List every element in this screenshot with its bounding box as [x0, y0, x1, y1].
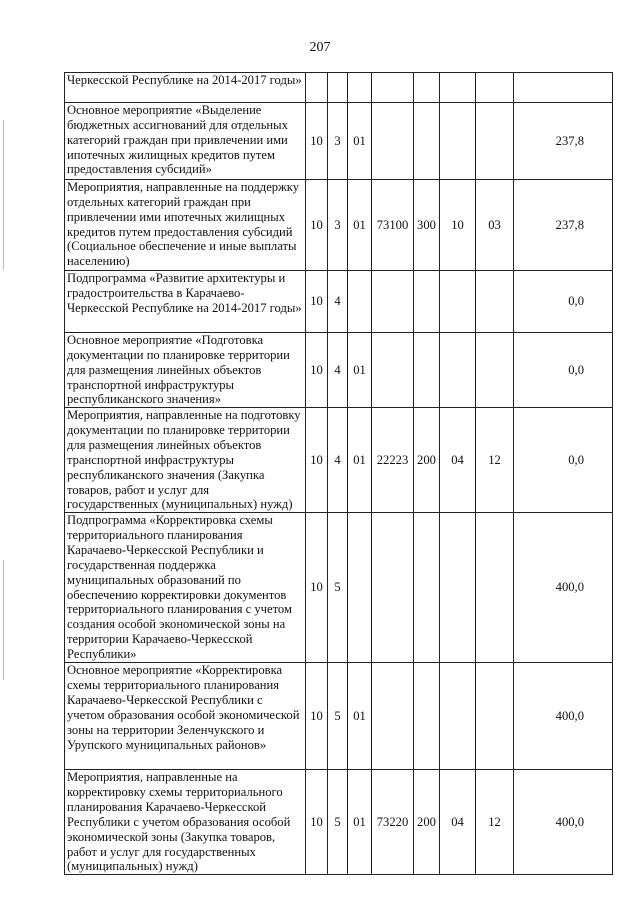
- table-row: [65, 408, 613, 513]
- cell-c2: [328, 73, 348, 103]
- cell-c2: 4: [328, 408, 348, 513]
- cell-c1: 10: [306, 663, 328, 770]
- cell-c1: 10: [306, 333, 328, 408]
- cell-c7: 12: [476, 770, 514, 875]
- cell-c5: [414, 73, 440, 103]
- table-row: [65, 180, 613, 271]
- cell-c4: [372, 103, 414, 180]
- table-row: [65, 103, 613, 180]
- cell-c3: 01: [348, 663, 372, 770]
- table-row: [65, 770, 613, 875]
- row-name: Мероприятия, направленные на подготовку документации по планировке территории для размещения линейных объектов транспортной инфраструктуры республиканского значения (Закупка товаров, работ и услуг для государственных (муниципальных) нужд): [65, 408, 306, 513]
- cell-c3: 01: [348, 770, 372, 875]
- cell-c4: [372, 513, 414, 663]
- row-name: Основное мероприятие «Подготовка документации по планировке территории для размещения линейных объектов транспортной инфраструктуры республиканского значения»: [65, 333, 306, 408]
- cell-amount: [514, 73, 613, 103]
- cell-amount: 0,0: [514, 271, 613, 333]
- cell-c5: 300: [414, 180, 440, 271]
- cell-c1: 10: [306, 513, 328, 663]
- cell-c2: 3: [328, 103, 348, 180]
- cell-c4: [372, 333, 414, 408]
- cell-amount: 237,8: [514, 180, 613, 271]
- cell-c6: 04: [440, 770, 476, 875]
- cell-c1: [306, 73, 328, 103]
- cell-c1: 10: [306, 408, 328, 513]
- cell-c5: [414, 271, 440, 333]
- cell-c3: 01: [348, 103, 372, 180]
- cell-c2: 3: [328, 180, 348, 271]
- cell-c2: 4: [328, 271, 348, 333]
- cell-c6: [440, 73, 476, 103]
- cell-c3: 01: [348, 408, 372, 513]
- cell-c3: 01: [348, 180, 372, 271]
- cell-c6: 10: [440, 180, 476, 271]
- cell-amount: 400,0: [514, 663, 613, 770]
- cell-c2: 5: [328, 513, 348, 663]
- cell-c4: [372, 271, 414, 333]
- cell-c6: 04: [440, 408, 476, 513]
- cell-amount: 0,0: [514, 333, 613, 408]
- cell-c4: 73100: [372, 180, 414, 271]
- cell-amount: 0,0: [514, 408, 613, 513]
- row-name: Мероприятия, направленные на корректировку схемы территориального планирования Карачаево-Черкесской Республики с учетом образования особой экономической зоны (Закупка товаров, работ и услуг для государственных (муниципальных) нужд): [65, 770, 306, 875]
- row-name: Подпрограмма «Корректировка схемы территориального планирования Карачаево-Черкесской Республики и государственная поддержка муниципальных образований по обеспечению корректировки документов территориального планирования с учетом создания особой экономической зоны на территории Карачаево-Черкесской Республики»: [65, 513, 306, 663]
- row-name: Основное мероприятие «Выделение бюджетных ассигнований для отдельных категорий граждан при привлечении ими ипотечных жилищных кредитов путем предоставления субсидий»: [65, 103, 306, 180]
- cell-c4: [372, 73, 414, 103]
- cell-c7: [476, 333, 514, 408]
- cell-c5: [414, 513, 440, 663]
- cell-c7: [476, 513, 514, 663]
- table-row: [65, 333, 613, 408]
- cell-c3: 01: [348, 333, 372, 408]
- cell-amount: 237,8: [514, 103, 613, 180]
- table-row: [65, 513, 613, 663]
- table-row: [65, 663, 613, 770]
- cell-c6: [440, 513, 476, 663]
- row-name: Черкесской Республике на 2014-2017 годы»: [65, 73, 306, 103]
- cell-c4: 22223: [372, 408, 414, 513]
- row-name: Основное мероприятие «Корректировка схемы территориального планирования Карачаево-Черкесской Республики с учетом образования особой экономической зоны на территории Зеленчукского и Урупского муниципальных районов»: [65, 663, 306, 770]
- cell-c1: 10: [306, 103, 328, 180]
- budget-table: [64, 72, 613, 875]
- cell-c6: [440, 333, 476, 408]
- cell-c4: [372, 663, 414, 770]
- cell-c2: 4: [328, 333, 348, 408]
- cell-c7: [476, 271, 514, 333]
- scan-edge-mark: [3, 120, 4, 270]
- table-row: [65, 73, 613, 103]
- cell-c7: [476, 663, 514, 770]
- cell-c1: 10: [306, 180, 328, 271]
- cell-c4: 73220: [372, 770, 414, 875]
- cell-c7: 12: [476, 408, 514, 513]
- cell-c3: [348, 271, 372, 333]
- cell-c1: 10: [306, 770, 328, 875]
- cell-c3: [348, 513, 372, 663]
- cell-c2: 5: [328, 770, 348, 875]
- cell-c7: [476, 73, 514, 103]
- cell-c1: 10: [306, 271, 328, 333]
- cell-c5: 200: [414, 408, 440, 513]
- cell-c5: [414, 663, 440, 770]
- cell-c6: [440, 271, 476, 333]
- cell-c3: [348, 73, 372, 103]
- cell-c7: [476, 103, 514, 180]
- row-name: Мероприятия, направленные на поддержку отдельных категорий граждан при привлечении ими ипотечных жилищных кредитов путем предоставления субсидий (Социальное обеспечение и иные выплаты населению): [65, 180, 306, 271]
- cell-c2: 5: [328, 663, 348, 770]
- scan-edge-mark: [3, 560, 4, 680]
- row-name: Подпрограмма «Развитие архитектуры и градостроительства в Карачаево-Черкесской Республике на 2014-2017 годы»: [65, 271, 306, 333]
- cell-c6: [440, 663, 476, 770]
- cell-c5: 200: [414, 770, 440, 875]
- cell-amount: 400,0: [514, 513, 613, 663]
- cell-amount: 400,0: [514, 770, 613, 875]
- cell-c5: [414, 333, 440, 408]
- table-row: [65, 271, 613, 333]
- page-number: 207: [309, 40, 331, 55]
- cell-c7: 03: [476, 180, 514, 271]
- cell-c6: [440, 103, 476, 180]
- cell-c5: [414, 103, 440, 180]
